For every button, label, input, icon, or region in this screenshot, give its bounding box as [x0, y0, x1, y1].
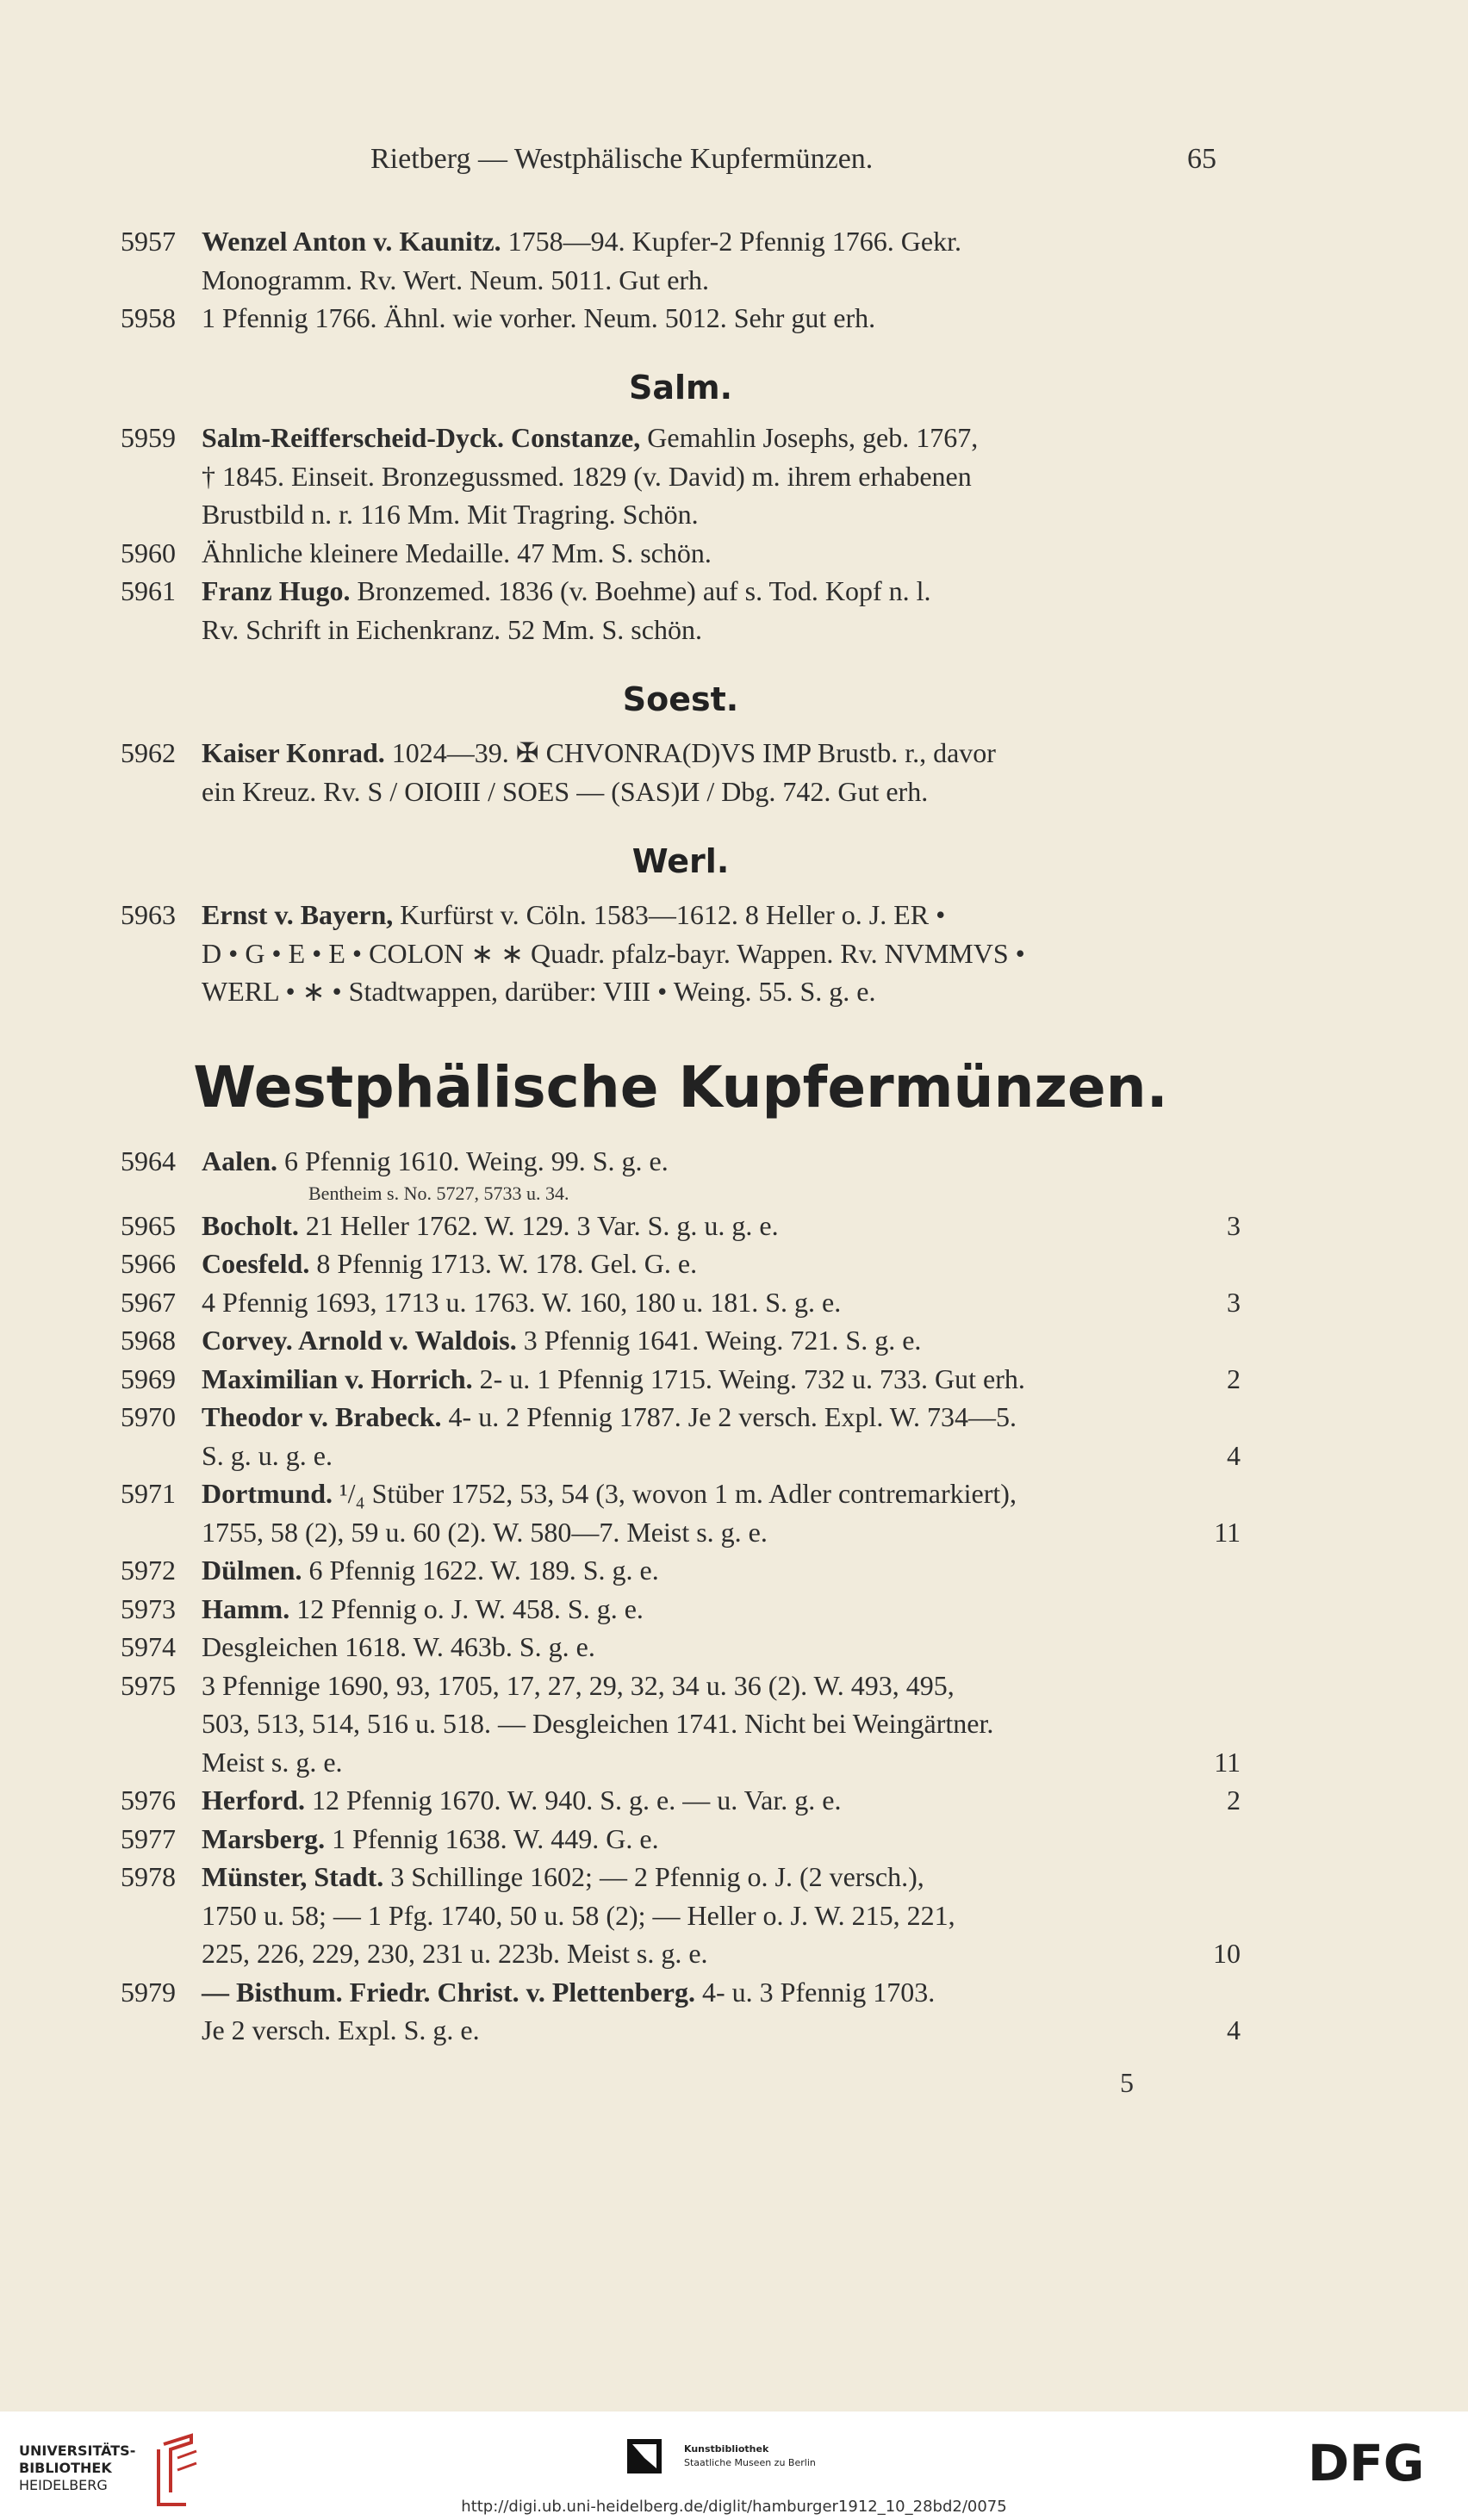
- lot-text: 4- u. 2 Pfennig 1787. Je 2 versch. Expl. W. 734—5.: [441, 1401, 1017, 1432]
- lot-number: 5965: [121, 1209, 176, 1241]
- lot-title: — Bisthum. Friedr. Christ. v. Plettenberg.: [202, 1976, 695, 2008]
- lot-title: Salm-Reifferscheid-Dyck. Constanze,: [202, 422, 641, 453]
- lot-number: 5979: [121, 1976, 176, 2008]
- lot-entry: [121, 1360, 1241, 1399]
- lot-text: 3 Pfennige 1690, 93, 1705, 17, 27, 29, 32, 34 u. 36 (2). W. 493, 495,: [202, 1669, 955, 1701]
- lot-continuation: 1750 u. 58; — 1 Pfg. 1740, 50 u. 58 (2); — Heller o. J. W. 215, 221,: [202, 1899, 955, 1931]
- lot-entry: [121, 1474, 1241, 1513]
- lot-entry: [121, 1820, 1241, 1859]
- lot-continuation: S. g. u. g. e. 4: [121, 1437, 1241, 1475]
- cross-reference-note: Bentheim s. No. 5727, 5733 u. 34.: [308, 1182, 569, 1204]
- lot-text: 12 Pfennig o. J. W. 458. S. g. e.: [289, 1592, 644, 1624]
- lot-entry: [121, 1590, 1241, 1629]
- lot-number: 5973: [121, 1592, 176, 1624]
- lot-title: Ernst v. Bayern,: [202, 899, 394, 930]
- lot-title: Corvey. Arnold v. Waldois.: [202, 1325, 517, 1356]
- section-werl: [121, 896, 1241, 1011]
- lot-text: 3 Pfennig 1641. Weing. 721. S. g. e.: [516, 1325, 922, 1356]
- lot-text: 4- u. 3 Pfennig 1703.: [695, 1976, 936, 2008]
- lot-entry: [121, 1321, 1241, 1360]
- lot-text: 21 Heller 1762. W. 129. 3 Var. S. g. u. g. e.: [298, 1209, 779, 1241]
- lot-entry: [121, 1667, 1241, 1705]
- lot-text: Ähnliche kleinere Medaille. 47 Mm. S. schön.: [202, 537, 712, 568]
- lot-entry: [121, 222, 1241, 261]
- lot-continuation: WERL • ∗ • Stadtwappen, darüber: VIII • Weing. 55. S. g. e.: [202, 976, 876, 1007]
- lot-title: Bocholt.: [202, 1209, 299, 1241]
- lot-text: 1 Pfennig 1638. W. 449. G. e.: [325, 1822, 659, 1854]
- lot-text: 2- u. 1 Pfennig 1715. Weing. 732 u. 733. Gut erh.: [472, 1362, 1025, 1394]
- kunstbibliothek-logo: [627, 2439, 662, 2473]
- running-header: [0, 143, 1468, 181]
- lot-entry: [121, 1973, 1241, 2012]
- section-rietberg: [121, 222, 1241, 338]
- lot-number: 5971: [121, 1478, 176, 1509]
- lot-title: Marsberg.: [202, 1822, 326, 1854]
- lot-continuation: Monogramm. Rv. Wert. Neum. 5011. Gut erh.: [202, 264, 710, 295]
- lot-entry: [121, 1283, 1241, 1322]
- lot-continuation: 503, 513, 514, 516 u. 518. — Desgleichen 1741. Nicht bei Weingärtner.: [202, 1708, 994, 1739]
- lot-entry: [121, 299, 1241, 338]
- lot-entry: [121, 1858, 1241, 1896]
- dfg-logo: [1308, 2437, 1449, 2489]
- source-url[interactable]: http://digi.ub.uni-heidelberg.de/diglit/hamburger1912_10_28bd2/0075: [461, 2498, 1007, 2516]
- museum-name: Kunstbibliothek Staatliche Museen zu Berlin: [684, 2443, 816, 2468]
- lot-text: 1758—94. Kupfer-2 Pfennig 1766. Gekr.: [501, 226, 961, 257]
- lot-number: 5977: [121, 1822, 176, 1854]
- lot-continuation: 225, 226, 229, 230, 231 u. 223b. Meist s. g. e. 10: [121, 1934, 1241, 1973]
- lot-continuation: Je 2 versch. Expl. S. g. e. 4: [121, 2011, 1241, 2050]
- lot-number: 5962: [121, 737, 176, 768]
- section-heading-salm: Salm.: [628, 369, 733, 407]
- lot-entry: [121, 1398, 1241, 1437]
- lot-entry: [121, 1207, 1241, 1245]
- lot-continuation: Rv. Schrift in Eichenkranz. 52 Mm. S. schön.: [202, 613, 702, 645]
- lot-text: 4 Pfennig 1693, 1713 u. 1763. W. 160, 180 u. 181. S. g. e.: [202, 1286, 842, 1318]
- lot-number: 5968: [121, 1325, 176, 1356]
- lot-text: 1024—39. ✠ CHVONRA(D)VS IMP Brustb. r., davor: [384, 737, 996, 768]
- lot-title: Maximilian v. Horrich.: [202, 1362, 473, 1394]
- lot-estimate: 3: [1227, 1209, 1241, 1241]
- lot-number: 5969: [121, 1362, 176, 1394]
- lot-number: 5958: [121, 302, 176, 333]
- lot-title: Aalen.: [202, 1145, 277, 1176]
- lot-continuation: Meist s. g. e. 11: [121, 1743, 1241, 1782]
- lot-text: ¹/₄ Stüber 1752, 53, 54 (3, wovon 1 m. Adler contremarkiert),: [333, 1478, 1017, 1509]
- footer-bar: [0, 2411, 1468, 2520]
- lot-number: 5974: [121, 1631, 176, 1662]
- lot-text: 1 Pfennig 1766. Ähnl. wie vorher. Neum. 5012. Sehr gut erh.: [202, 302, 876, 333]
- lot-number: 5959: [121, 422, 176, 453]
- lot-text: Bronzemed. 1836 (v. Boehme) auf s. Tod. Kopf n. l.: [350, 575, 931, 606]
- lot-title: Herford.: [202, 1784, 305, 1816]
- university-library-logo: [152, 2432, 203, 2508]
- svg-text:DFG: DFG: [1308, 2437, 1425, 2489]
- kupfer-list: [121, 1142, 1241, 2050]
- lot-text: Gemahlin Josephs, geb. 1767,: [640, 422, 979, 453]
- section-soest: [121, 734, 1241, 810]
- lot-number: 5967: [121, 1286, 176, 1318]
- lot-estimate: 2: [1227, 1784, 1241, 1816]
- lot-entry: [121, 534, 1241, 573]
- lot-number: 5963: [121, 899, 176, 930]
- lot-entry: [121, 734, 1241, 773]
- lot-entry: [121, 1142, 1241, 1181]
- lot-number: 5961: [121, 575, 176, 606]
- lot-number: 5957: [121, 226, 176, 257]
- lot-continuation: D • G • E • E • COLON ∗ ∗ Quadr. pfalz-bayr. Wappen. Rv. NVMMVS •: [202, 937, 1025, 969]
- lot-entry: [121, 419, 1241, 457]
- lot-number: 5964: [121, 1145, 176, 1176]
- lot-text: 3 Schillinge 1602; — 2 Pfennig o. J. (2 versch.),: [383, 1861, 924, 1892]
- lot-text: 6 Pfennig 1610. Weing. 99. S. g. e.: [277, 1145, 669, 1176]
- section-heading-soest: Soest.: [622, 680, 739, 718]
- lot-estimate: 4: [1227, 1439, 1241, 1471]
- lot-title: Münster, Stadt.: [202, 1861, 384, 1892]
- lot-title: Franz Hugo.: [202, 575, 351, 606]
- lot-text: 12 Pfennig 1670. W. 940. S. g. e. — u. Var. g. e.: [304, 1784, 842, 1816]
- lot-entry: [121, 1628, 1241, 1667]
- lot-title: Dortmund.: [202, 1478, 333, 1509]
- main-heading: Westphälische Kupfermünzen.: [193, 1054, 1168, 1120]
- lot-continuation: ein Kreuz. Rv. S / OIOIII / SOES — (SAS)И / Dbg. 742. Gut erh.: [202, 775, 929, 807]
- lot-continuation: 1755, 58 (2), 59 u. 60 (2). W. 580—7. Meist s. g. e. 11: [121, 1513, 1241, 1552]
- running-title: Rietberg — Westphälische Kupfermünzen.: [370, 143, 874, 175]
- lot-continuation: Brustbild n. r. 116 Mm. Mit Tragring. Schön.: [202, 499, 699, 530]
- section-heading-werl: Werl.: [631, 842, 730, 880]
- lot-continuation: † 1845. Einseit. Bronzegussmed. 1829 (v. David) m. ihrem erhabenen: [202, 460, 972, 492]
- lot-number: 5972: [121, 1555, 176, 1586]
- lot-entry: [121, 1244, 1241, 1283]
- lot-entry: [121, 1781, 1241, 1820]
- lot-estimate: 11: [1214, 1746, 1241, 1778]
- lot-entry: [121, 572, 1241, 611]
- lot-text: Desgleichen 1618. W. 463b. S. g. e.: [202, 1631, 595, 1662]
- lot-text: 6 Pfennig 1622. W. 189. S. g. e.: [302, 1555, 659, 1586]
- lot-title: Theodor v. Brabeck.: [202, 1401, 442, 1432]
- section-salm: [121, 419, 1241, 649]
- lot-estimate: 3: [1227, 1286, 1241, 1318]
- lot-title: Dülmen.: [202, 1555, 302, 1586]
- lot-number: 5976: [121, 1784, 176, 1816]
- library-name: UNIVERSITÄTS- BIBLIOTHEK HEIDELBERG: [19, 2442, 136, 2493]
- lot-title: Coesfeld.: [202, 1248, 310, 1279]
- lot-entry: [121, 1551, 1241, 1590]
- lot-estimate: 4: [1227, 2014, 1241, 2045]
- lot-number: 5966: [121, 1248, 176, 1279]
- lot-text: Kurfürst v. Cöln. 1583—1612. 8 Heller o. J. ER •: [393, 899, 946, 930]
- lot-title: Kaiser Konrad.: [202, 737, 385, 768]
- signature-mark: 5: [1120, 2067, 1134, 2098]
- lot-text: 8 Pfennig 1713. W. 178. Gel. G. e.: [309, 1248, 698, 1279]
- lot-estimate: 10: [1213, 1938, 1241, 1969]
- lot-estimate: 11: [1214, 1516, 1241, 1548]
- lot-entry: [121, 896, 1241, 934]
- lot-estimate: 2: [1227, 1362, 1241, 1394]
- lot-number: 5960: [121, 537, 176, 568]
- lot-number: 5975: [121, 1669, 176, 1701]
- lot-title: Wenzel Anton v. Kaunitz.: [202, 226, 501, 257]
- lot-title: Hamm.: [202, 1592, 290, 1624]
- page-number: 65: [1187, 143, 1216, 175]
- lot-number: 5978: [121, 1861, 176, 1892]
- lot-number: 5970: [121, 1401, 176, 1432]
